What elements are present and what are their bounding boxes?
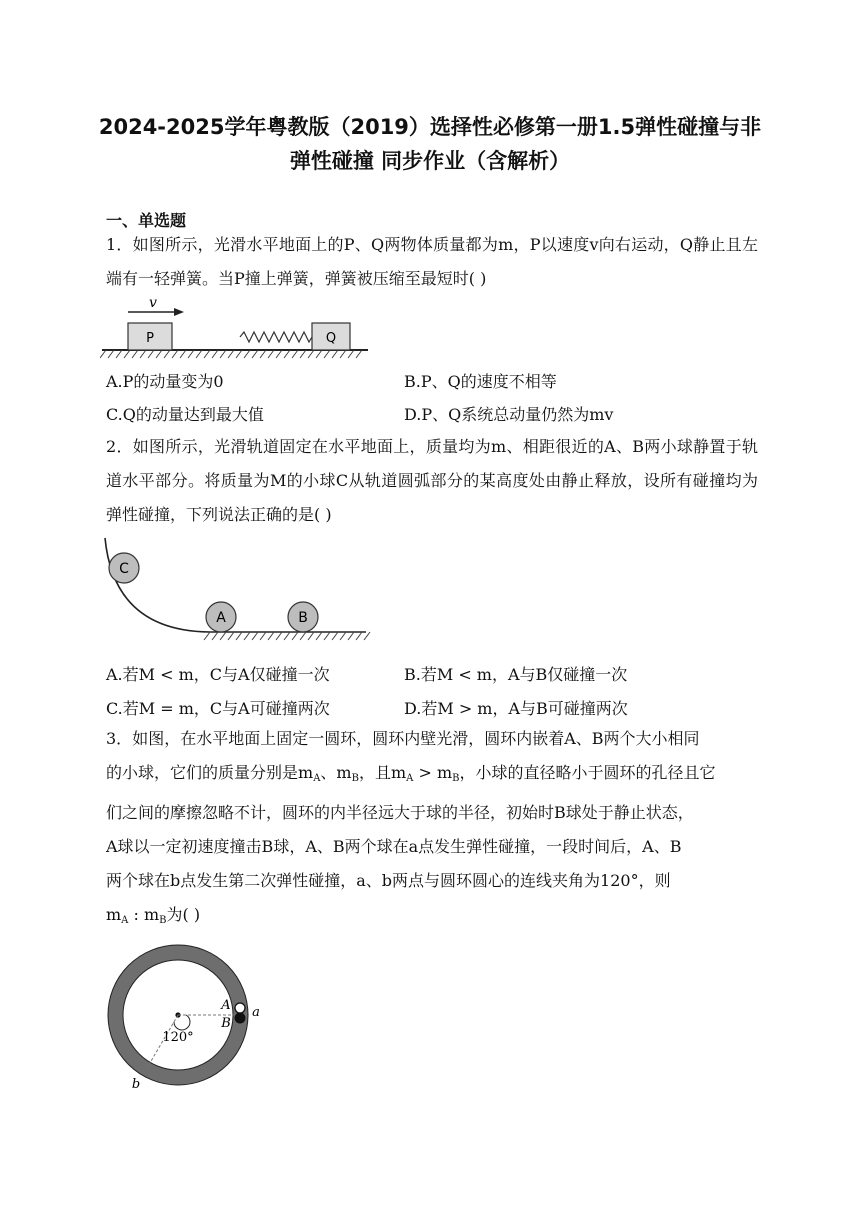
point-b-label: b bbox=[131, 1077, 141, 1092]
question-1-option-d[interactable]: D.P、Q系统总动量仍然为mv bbox=[404, 405, 614, 424]
ball-b bbox=[288, 602, 318, 632]
question-1-number: 1． bbox=[106, 235, 133, 254]
document-title bbox=[0, 110, 860, 178]
ball-b-label: B bbox=[298, 610, 308, 626]
figure-3-ring bbox=[100, 938, 275, 1098]
question-3-stem: 3．如图，在水平地面上固定一圆环，圆环内壁光滑，圆环内嵌着A、B两个大小相同 的小球，它们的质量分别是$m_A$、$m_B$，且$m_A > m_B$，小球的直径略小于圆环的孔径且它 们之间的摩擦忽略不计，圆环的内半径远大于球的半径，初始时B球处于静止状态， A球以一定初速度撞击B球，A、B两个球在a点发生弹性碰撞，一段时间后，A、B 两个球在b点发生第二次弹性碰撞，a、b两点与圆环圆心的连线夹角为120°，则 $m_A$ : $m_B$为( ) bbox=[106, 729, 716, 926]
block-p-label: P bbox=[146, 331, 154, 346]
section-heading: 一、单选题 bbox=[106, 211, 187, 230]
point-a-label: a bbox=[252, 1005, 260, 1020]
question-2-stem: 2．如图所示，光滑轨道固定在水平地面上，质量均为m、相距很近的A、B两小球静置于轨道水平部分。将质量为M的小球C从轨道圆弧部分的某高度处由静止释放，设所有碰撞均为弹性碰撞，下列说法正确的是( ) bbox=[106, 437, 758, 524]
question-2-option-a[interactable]: A.若M < m，C与A仅碰撞一次 bbox=[106, 665, 330, 684]
question-3-number: 3． bbox=[106, 729, 133, 748]
ball-a bbox=[206, 602, 236, 632]
ball-a-label: A bbox=[216, 610, 226, 626]
block-p bbox=[128, 323, 172, 350]
question-1-option-c[interactable]: C.Q的动量达到最大值 bbox=[106, 405, 264, 424]
question-2-option-d[interactable]: D.若M > m，A与B可碰撞两次 bbox=[404, 699, 628, 718]
question-1-option-a[interactable]: A.P的动量变为0 bbox=[106, 372, 224, 391]
title-line-2: 弹性碰撞 同步作业（含解析） bbox=[289, 149, 571, 173]
angle-label: 120° bbox=[162, 1030, 194, 1045]
ball-c-label: C bbox=[119, 561, 129, 577]
title-line-1: 2024-2025学年粤教版（2019）选择性必修第一册1.5弹性碰撞与非 bbox=[98, 115, 762, 139]
block-q bbox=[312, 323, 350, 350]
ball-a-label: A bbox=[221, 998, 231, 1013]
ball-c bbox=[109, 553, 139, 583]
ball-a bbox=[235, 1003, 245, 1013]
question-2-number: 2． bbox=[106, 437, 133, 456]
spring bbox=[240, 332, 312, 342]
figure-2-track bbox=[100, 536, 372, 656]
velocity-label: v bbox=[149, 295, 157, 311]
ball-b-label: B bbox=[221, 1016, 231, 1031]
velocity-arrow bbox=[128, 295, 184, 316]
question-2-option-c[interactable]: C.若M = m，C与A可碰撞两次 bbox=[106, 699, 330, 718]
block-q-label: Q bbox=[325, 331, 337, 346]
question-2-option-b[interactable]: B.若M < m，A与B仅碰撞一次 bbox=[404, 665, 628, 684]
question-1-option-b[interactable]: B.P、Q的速度不相等 bbox=[404, 372, 557, 391]
figure-1-spring-collision bbox=[100, 292, 375, 362]
ball-b bbox=[235, 1013, 245, 1023]
question-1-stem: 1．如图所示，光滑水平地面上的P、Q两物体质量都为m，P以速度v向右运动，Q静止且左端有一轻弹簧。当P撞上弹簧，弹簧被压缩至最短时( ) bbox=[106, 235, 758, 288]
